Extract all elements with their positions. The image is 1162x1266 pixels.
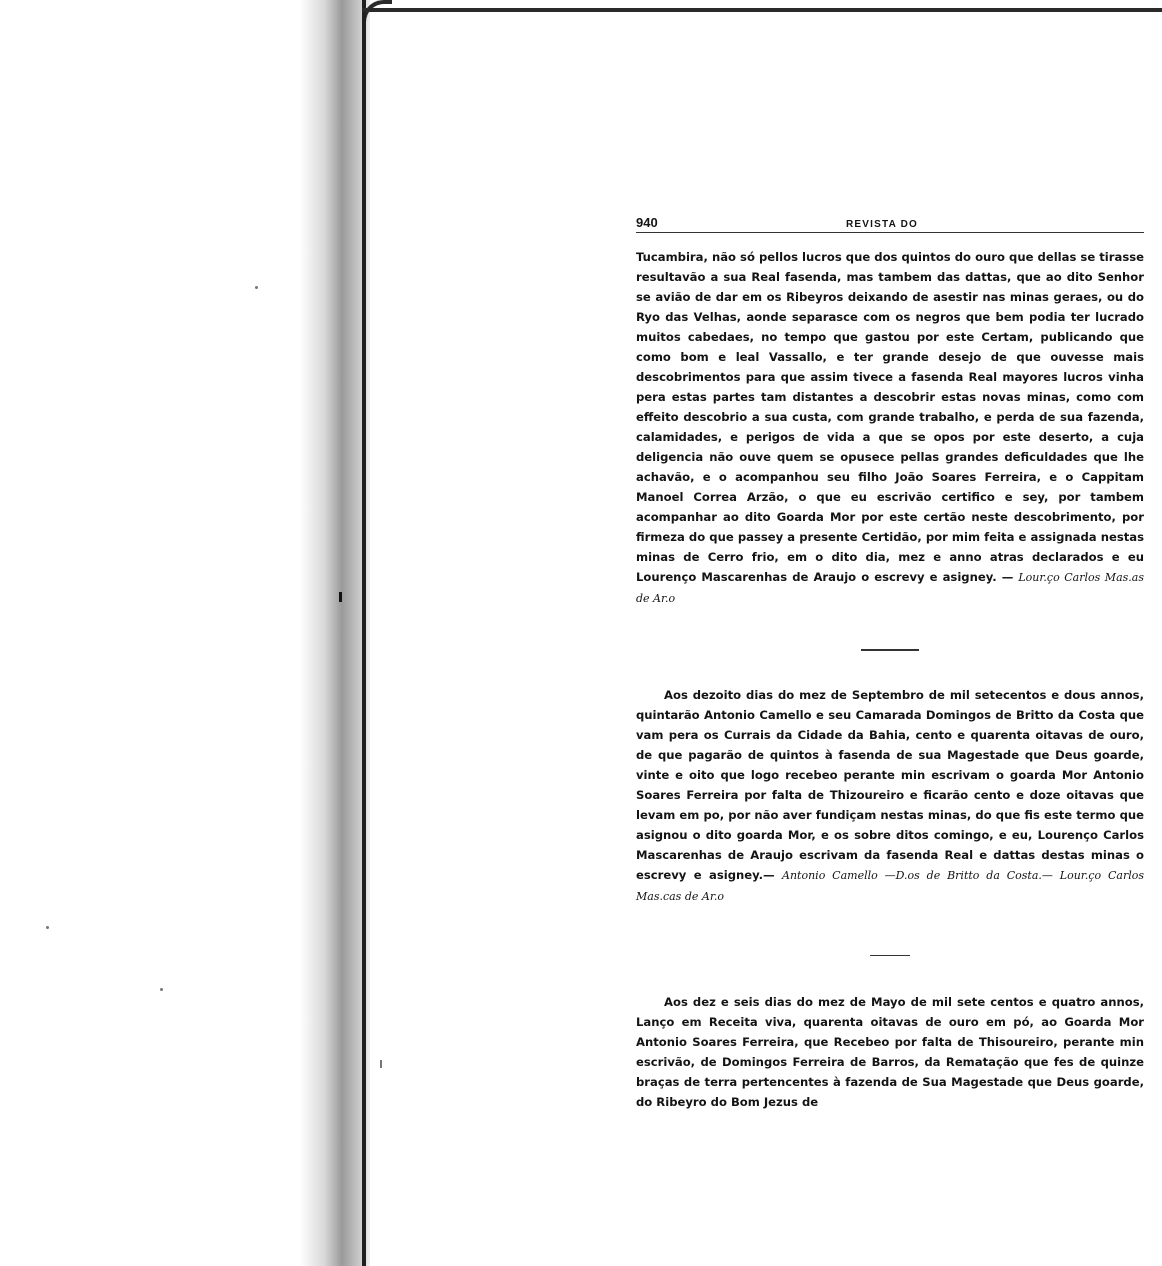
book-gutter-shadow [300, 0, 370, 1266]
scan-speck [160, 988, 163, 991]
paragraph-1 [636, 247, 1144, 609]
paragraph-1-text: Tucambira, não só pellos lucros que dos quintos do ouro que dellas se tirasse resultavão a sua Real fasenda, mas tambem das dattas, que ao dito Senhor se avião de dar em os Ribeyros deixando de asestir nas minas geraes, ou do Ryo das Velhas, aonde separasce com os negros que bem podia ter lucrado muitos cabedaes, no tempo que gastou por este Certam, publicando que como bom e leal Vassallo, e ter grande desejo de que ouvesse mais descobrimentos para que assim tivece a fasenda Real mayores lucros vinha pera estas partes tam distantes a descobrir estas novas minas, como com effeito descobrio a sua custa, com grande trabalho, e perda de sua fazenda, calamidades, e perigos de vida a que se opos por este deserto, a cuja deligencia não ouve quem se opusece pellas grandes deficuldades que lhe achavão, e o acompanhou seu filho João Soares Ferreira, e o Cappitam Manoel Correa Arzão, o que eu escrivão certifico e sey, por tambem acompanhar ao dito Goarda Mor por este certão neste descobrimento, por firmeza do que passey a presente Certidão, por mim feita e assignada nestas minas de Cerro frio, em o dito dia, mez e anno atras declarados e eu Lourenço Mascarenhas de Araujo o escrevy e asigney. — [636, 250, 1144, 584]
text-column [636, 208, 1144, 1112]
fold-mark [339, 592, 342, 602]
scan-speck [255, 286, 258, 289]
section-divider [870, 955, 910, 957]
paragraph-2-text: Aos dezoito dias do mez de Septembro de mil setecentos e dous annos, quintarão Antonio Camello e seu Camarada Domingos de Britto da Costa que vam pera os Currais da Cidade da Bahia, cento e quarenta oitavas de ouro, de que pagarão de quintos à fasenda de sua Magestade que Deus goarde, vinte e oito que logo recebeo perante min escrivam o goarda Mor Antonio Soares Ferreira por falta de Thizoureiro e ficarão cento e doze oitavas que levam em po, por não aver fundiçam nestas minas, do que fis este termo que asignou o dito goarda Mor, e os sobre ditos comingo, e eu, Lourenço Carlos Mascarenhas de Araujo escrivam da fasenda Real e dattas destas minas o escrevy e asigney.— [636, 687, 1144, 882]
scan-speck [380, 1060, 382, 1068]
page-number: 940 [636, 215, 658, 230]
section-divider [861, 649, 919, 651]
journal-title: REVISTA DO [846, 219, 919, 230]
paragraph-3-text: Aos dez e seis dias do mez de Mayo de mil sete centos e quatro annos, Lanço em Receita viva, quarenta oitavas de ouro em pó, ao Goarda Mor Antonio Soares Ferreira, que Recebeo por falta de Thisoureiro, perante min escrivão, de Domingos Ferreira de Barros, da Rematação que fes de quinze braças de terra pertencentes à fazenda de Sua Magestade que Deus goarde, do Ribeyro do Bom Jezus de [636, 995, 1144, 1109]
paragraph-2-signature: Antonio Camello —D.os de Britto da Costa.— Lour.ço Carlos Mas.cas de Ar.o [636, 868, 1144, 903]
paragraph-1-signature: Lour.ço Carlos Mas.as de Ar.o [636, 571, 1144, 605]
running-head [636, 208, 1144, 233]
paragraph-2 [636, 685, 1144, 907]
page-fold-line [362, 0, 366, 1266]
paragraph-3 [636, 992, 1144, 1112]
page-top-edge [362, 8, 1162, 12]
scan-speck [46, 926, 49, 929]
